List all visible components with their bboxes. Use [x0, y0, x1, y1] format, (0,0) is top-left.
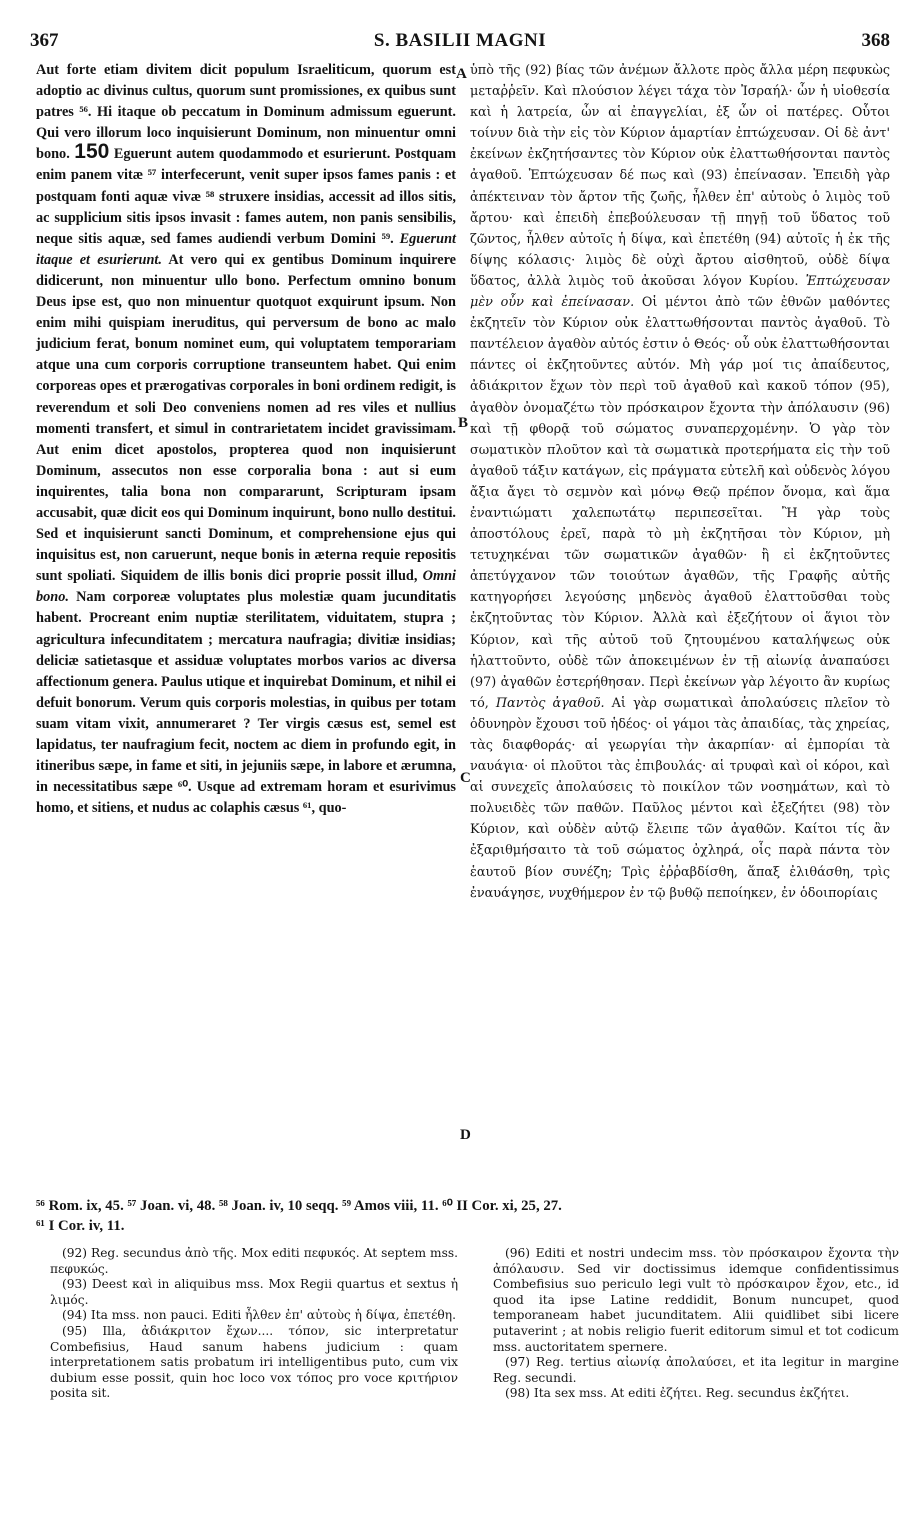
latin-text-part4: Nam corporeæ voluptates plus molestiæ quam jucunditatis habent. Procreant enim nuptiæ sterilitatem, viduitatem, stupra ; agricultura infecunditatem ; mercatura naufragia; divitiæ insidias; deliciæ satietasque et assiduæ voluptates morbos varios ac diversa affectionum genera. Paulus utique et inquirebat Dominum, et nihil ei defuit bonorum. Verum quis corporis molestias, in quibus per totam suam vitam vixit, annumeraret ? Ter virgis cæsus est, semel est lapidatus, ter naufragium fecit, noctem ac diem in profundo egit, in itineribus sæpe, in fame et siti, in jejuniis sæpe, in labore et ærumna, in necessitatibus sæpe ⁶⁰. Usque ad extremam horam et esurivimus homo, et sitiens, et nudus ac colaphis cæsus ⁶¹, quo-: [36, 589, 457, 817]
footnotes-left: [50, 1246, 458, 1402]
footnote-92: (92) Reg. secundus ἀπὸ τῆς. Mox editi πεφυκός. At septem mss. πεφυκώς.: [50, 1246, 458, 1276]
greek-column: [470, 60, 890, 904]
footnotes-right: [493, 1246, 899, 1402]
margin-letter-d: D: [460, 1127, 471, 1143]
latin-column: [36, 60, 456, 819]
page-number-left: 367: [30, 30, 59, 51]
margin-letter-b: B: [458, 415, 469, 431]
latin-text-part3: At vero qui ex gentibus Dominum inquirere didicerunt, non minuentur ullo bono. Perfectum omnino bonum Deus ipse est, quo non minuentur quotquot exquirunt ipsum. Non enim mihi quispiam ineruditus, qui perversum de bono ac malo judicium ferat, bonum nominet eum, qui voluptatem temporariam atque una cum corporis corruptione transeuntem habet. Qui enim corporeas opes et prærogativas corporales in boni ordinem redigit, is reverendum et soli Deo conveniens nomen ad res viles et nullius momenti transfert, et simul in contrarietatem incidet gravissimam. Aut enim dicet apostolos, propterea quod non inquisierunt Dominum, assecutos non esse corporalia bona : aut si eum inquirentes, talia bona non compararunt, Scripturam ipsam accusabit, quæ dicit eos qui Dominum inquirunt, bono nullo destitui. Sed et inquisierunt sancti Dominum, et comprehensione ejus qui inquisitus est, non caruerunt, neque bonis in æterna requie repositis sunt spoliati. Siquidem de illis bonis dici proprie possit illud,: [36, 251, 457, 585]
greek-text-part3: Αἱ γὰρ σωματικαὶ ἀπολαύσεις πλεῖον τὸ ὀδυνηρὸν ἔχουσι τοῦ ἡδέος· οἱ γάμοι τὰς ἀπαιδίας, τὰς χηρείας, τὰς διαφθοράς· αἱ γεωργίαι τὴν ἀκαρπίαν· αἱ ἐμπορίαι τὰ ναυάγια· οἱ πλοῦτοι τὰς ἐπιβουλάς· αἱ τρυφαὶ καὶ οἱ κόροι, καὶ αἱ συνεχεῖς ἀπολαύσεις τὸ ποικίλον τῶν νοσημάτων, καὶ τὸ πολυειδὲς τῶν παθῶν. Παῦλος μέντοι καὶ ἐξεζήτει (98) τὸν Κύριον, καὶ οὐδὲν αὐτῷ ἔλειπε τῶν ἀγαθῶν. Καίτοι τίς ἂν ἐξαριθμήσαιτο τὰ τοῦ σώματος ὀχληρά, οἷς παρὰ πάντα τὸν ἑαυτοῦ βίον συνέζη; Τρὶς ἐῤῥαβδίσθη, ἅπαξ ἐλιθάσθη, τρὶς ἐναυάγησε, νυχθήμερον ἐν τῷ βυθῷ πεποίηκεν, ἐν ὁδοιπορίαις: [470, 695, 890, 901]
section-number: 150: [74, 140, 110, 164]
greek-italic-pantos: Παντὸς ἀγαθοῦ.: [495, 695, 605, 711]
footnote-95: (95) Illa, ἀδιάκριτον ἔχων.... τόπον, sic interpretatur Combefisius, Haud sanum habens judicium : quam interpretationem satis probatum iri intelligentibus puto, cum vix dubium esse possit, quin hoc loco vox τόπος pro voce κριτήριον posita sit.: [50, 1323, 458, 1401]
greek-text: [470, 60, 890, 904]
latin-italic-omni-bono: Omni bono.: [36, 568, 457, 606]
greek-text-part2: Οἱ μέντοι ἀπὸ τῶν ἐθνῶν μαθόντες ἐκζητεῖν τὸν Κύριον οὐκ ἐλαττωθήσονται παντὸς ἀγαθοῦ. Τὸ παντέλειον ἀγαθὸν αὐτός ἐστιν ὁ Θεός· οὗ οὐκ ἐλαττωθήσονται πάντες οἱ ἐκζητοῦντες αὐτόν. Μὴ γάρ μοί τις ἀπαίδευτος, ἀδιάκριτον ἔχων τὸν περὶ τοῦ ἀγαθοῦ καὶ κακοῦ τόπον (95), ἀγαθὸν ὀνομαζέτω τὸν πρόσκαιρον ἔχοντα τὴν ἀπόλαυσιν (96) καὶ τῇ φθορᾷ τοῦ σώματος συναπερχομένην. Ὁ γὰρ τὸν σωματικὸν πλοῦτον καὶ τὰ σωματικὰ προτερήματα εἰς τὴν τοῦ ἀγαθοῦ τάξιν κατάγων, εἰς πράγματα εὐτελῆ καὶ οὐδενὸς λόγου ἄξια ἄγει τὸ σεμνὸν καὶ μόνῳ Θεῷ πρέπον ὄνομα, καὶ ἅμα ἐναντιώματι χαλεπωτάτῳ περιπεσεῖται. Ἢ γὰρ τοὺς ἀποστόλους ἐρεῖ, παρὰ τὸ μὴ ἐκζητῆσαι τὸν Κύριον, μὴ τετυχηκέναι τῶν σωματικῶν ἀγαθῶν· ἢ εἰ ἐκζητοῦντες ἀπετύγχανον τῶν τοιούτων ἀγαθῶν, τῆς Γραφῆς αὐτῆς κατηγορήσει λεγούσης μηδενὸς ἀγαθοῦ ἐλαττοῦσθαι τοὺς ἐκζητοῦντας τὸν Κύριον. Ἀλλὰ καὶ ἐξεζήτουν οἱ ἅγιοι τὸν Κύριον, καὶ τῆς αὐτοῦ τοῦ ζητουμένου καταλήψεως οὐκ ἡλαττοῦντο, οὐδὲ τῶν ἀποκειμένων ἐν τῇ αἰωνίᾳ ἀναπαύσει (97) ἀγαθῶν ἐστερήθησαν. Περὶ ἐκείνων γὰρ λέγοιτο ἂν κυρίως τό,: [470, 295, 891, 711]
footnote-98: (98) Ita sex mss. At editi ἐζήτει. Reg. secundus ἐκζήτει.: [505, 1386, 850, 1401]
latin-italic-quote: Eguerunt itaque et esurierunt.: [36, 230, 456, 268]
latin-text-part2: Eguerunt autem quodammodo et esurierunt. Postquam enim panem vitæ ⁵⁷ interfecerunt, venit super ipsos fames panis : et postquam fonti aquæ vivæ ⁵⁸ struxere insidias, accessit ad illos sitis, ac supplicium sitis ipsos invasit : fames autem, non panis sensibilis, neque sitis aquæ, sed fames audiendi verbum Domini ⁵⁹.: [36, 146, 457, 247]
running-title: S. BASILII MAGNI: [373, 30, 547, 51]
references-line-1: ⁵⁶ Rom. ix, 45. ⁵⁷ Joan. vi, 48. ⁵⁸ Joan. iv, 10 seqq. ⁵⁹ Amos viii, 11. ⁶⁰ II Cor. xi, 25, 27.: [36, 1198, 562, 1214]
references-line-2: ⁶¹ I Cor. iv, 11.: [36, 1218, 125, 1234]
greek-italic-quote: Ἐπτώχευσαν μὲν οὖν καὶ ἐπείνασαν.: [470, 273, 890, 311]
scripture-references: [36, 1196, 896, 1236]
footnote-93: (93) Deest καὶ in aliquibus mss. Mox Regii quartus et sextus ἡ λιμός.: [50, 1277, 458, 1307]
footnote-96: (96) Editi et nostri undecim mss. τὸν πρόσκαιρον ἔχοντα τὴν ἀπόλαυσιν. Sed vir doctissimus idemque confidentissimus Combefisius suo periculo legi vult τὸ πρόσκαιρον ἔχον, etc., id quod ita ipse Latine reddidit, Bonum nuncupet, quod temporaneam habet jucunditatem. Alii quidlibet sibi licere putaverint ; at nobis religio fuerit editorum simul et tot codicum mss. auctoritatem spernere.: [493, 1246, 899, 1354]
margin-letter-c: C: [460, 770, 471, 786]
greek-text-part1: ὑπὸ τῆς (92) βίας τῶν ἀνέμων ἄλλοτε πρὸς ἄλλα μέρη πεφυκὼς μεταῤῥεῖν. Καὶ πλούσιον λέγει τάχα τὸν Ἰσραήλ· ὧν ἡ υἱοθεσία καὶ ἡ λατρεία, ὧν αἱ ἐπαγγελίαι, ἐξ ὧν οἱ πατέρες. Οὗτοι τοίνυν διὰ τὴν εἰς τὸν Κύριον ἁμαρτίαν ἐπτώχευσαν. Οἱ δὲ ἀντ' ἐκείνων ἐκζητήσαντες τὸν Κύριον οὐκ ἐλαττωθήσονται παντὸς ἀγαθοῦ. Ἐπτώχευσαν δέ πως καὶ (93) ἐπείνασαν. Ἐπειδὴ γὰρ ἀπέκτειναν τὸν ἄρτον τῆς ζωῆς, ἦλθεν ἐπ' αὐτοὺς ὁ λιμὸς τοῦ ἄρτου· καὶ ἐπειδὴ ἐπεβούλευσαν τῇ πηγῇ τοῦ ὕδατος τοῦ ζῶντος, ἦλθεν αὐτοῖς ἡ δίψα, καὶ ἐπετέθη (94) αὐτοῖς ἡ ἐκ τῆς δίψης κόλασις· λιμὸς δὲ οὐχὶ ἄρτου αἰσθητοῦ, οὐδὲ δίψα ὕδατος, ἀλλὰ λιμὸς τοῦ ἀκοῦσαι λόγον Κυρίου.: [470, 63, 890, 289]
latin-text-part1: Aut forte etiam divitem dicit populum Israeliticum, quorum est adoptio ac divinus cultus, quorum sunt promissiones, ex quibus sunt patres ⁵⁶. Hi itaque ob peccatum in Dominum admissum eguerunt. Qui vero illorum loco inquisierunt Dominum, non minuentur omni bono.: [36, 62, 456, 163]
latin-text: [36, 60, 456, 819]
page-number-right: 368: [861, 30, 890, 51]
running-header: [30, 30, 890, 62]
footnote-97: (97) Reg. tertius αἰωνίᾳ ἀπολαύσει, et ita legitur in margine Reg. secundi.: [493, 1355, 899, 1385]
margin-letter-a: A: [456, 66, 467, 82]
footnote-94: (94) Ita mss. non pauci. Editi ἦλθεν ἐπ' αὐτοὺς ἡ δίψα, ἐπετέθη.: [62, 1308, 456, 1323]
